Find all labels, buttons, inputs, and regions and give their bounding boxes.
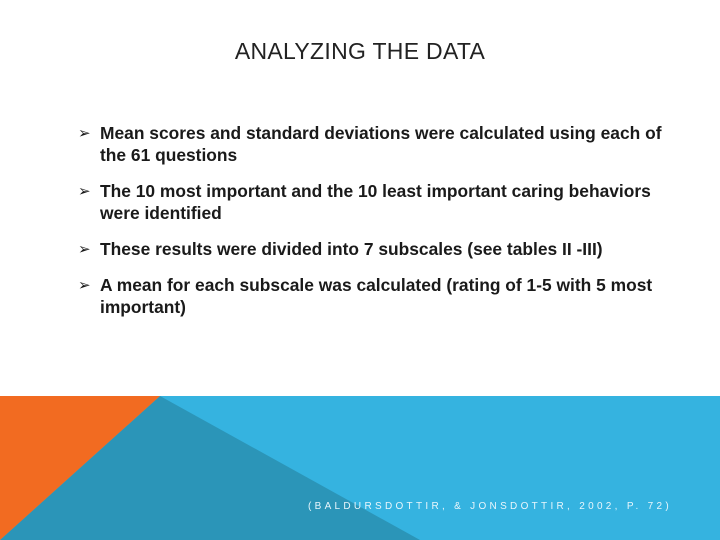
bullet-list — [78, 122, 668, 332]
bullet-item — [78, 274, 668, 318]
bullet-item — [78, 180, 668, 224]
bullet-text: A mean for each subscale was calculated (rating of 1-5 with 5 most important) — [100, 275, 653, 317]
bullet-text: The 10 most important and the 10 least important caring behaviors were identified — [100, 181, 651, 223]
decorative-footer-shapes — [0, 396, 720, 540]
bullet-text: These results were divided into 7 subscales (see tables II -III) — [100, 239, 603, 259]
arrow-bullet-icon: ➢ — [78, 124, 91, 142]
bullet-item — [78, 238, 668, 260]
citation: (BALDURSDOTTIR, & JONSDOTTIR, 2002, P. 72) — [307, 501, 673, 512]
arrow-bullet-icon: ➢ — [78, 182, 91, 200]
bullet-item — [78, 122, 668, 166]
arrow-bullet-icon: ➢ — [78, 240, 91, 258]
bullet-text: Mean scores and standard deviations were calculated using each of the 61 questions — [100, 123, 662, 165]
slide-title: ANALYZING THE DATA — [234, 38, 486, 64]
arrow-bullet-icon: ➢ — [78, 276, 91, 294]
